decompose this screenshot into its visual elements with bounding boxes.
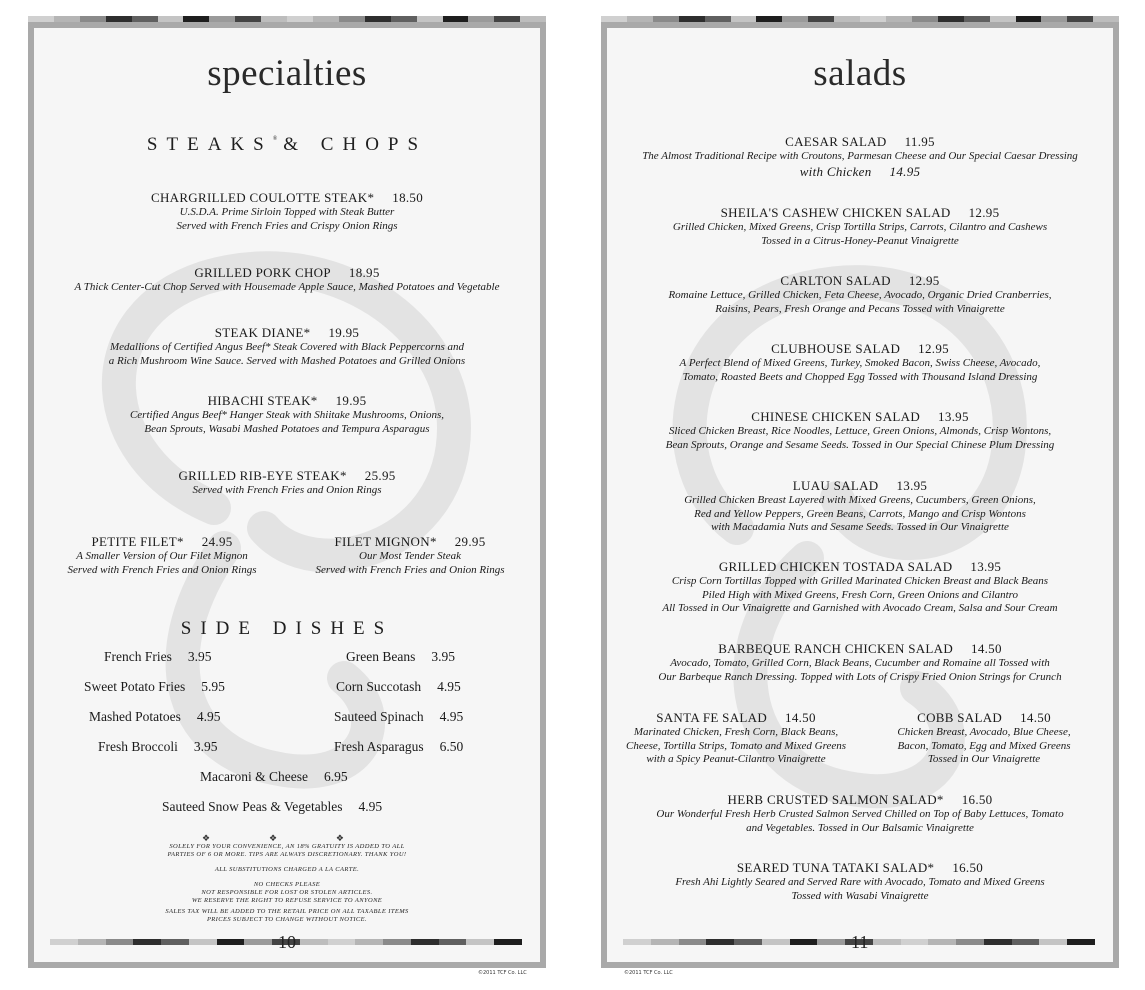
- band-segment: [468, 16, 494, 22]
- item-price: 25.95: [364, 468, 396, 483]
- band-segment: [466, 939, 494, 945]
- band-segment: [956, 939, 984, 945]
- band-segment: [653, 16, 679, 22]
- item-description: Avocado, Tomato, Grilled Corn, Black Beans, Cucumber and Romaine all Tossed with: [670, 657, 1050, 669]
- item-title-line: [607, 134, 1113, 150]
- item-description: Tossed in a Citrus-Honey-Peanut Vinaigrette: [761, 234, 959, 247]
- item-description: Grilled Chicken Breast Layered with Mixed Greens, Cucumbers, Green Onions,: [684, 494, 1036, 506]
- menu-item: [607, 341, 1113, 384]
- item-name: STEAK DIANE*: [214, 325, 311, 340]
- item-title-line: [607, 792, 1113, 808]
- band-segment: [1041, 16, 1067, 22]
- band-segment: [834, 16, 860, 22]
- item-title-line: [42, 534, 282, 550]
- item-price: 18.50: [392, 190, 424, 205]
- side-dish-name: Sauteed Snow Peas & Vegetables: [162, 799, 343, 814]
- item-description: Medallions of Certified Angus Beef* Steak Covered with Black Peppercorns and: [110, 341, 464, 353]
- top-color-band: [601, 16, 1119, 22]
- item-title-line: [607, 559, 1113, 575]
- menu-item: [34, 393, 540, 436]
- item-title-line: [34, 468, 540, 484]
- band-segment: [161, 939, 189, 945]
- item-description: Piled High with Mixed Greens, Fresh Corn, Green Onions and Cilantro: [701, 588, 1019, 601]
- item-price: 11.95: [904, 134, 935, 149]
- item-price: 14.50: [1020, 710, 1051, 725]
- item-description: Chicken Breast, Avocado, Blue Cheese,: [897, 726, 1071, 738]
- band-segment: [217, 939, 245, 945]
- item-name: CAESAR SALAD: [785, 134, 887, 149]
- page-title: salads: [813, 53, 907, 94]
- item-description: A Thick Center-Cut Chop Served with Housemade Apple Sauce, Mashed Potatoes and Vegetable: [74, 281, 500, 293]
- item-title-line: [607, 205, 1113, 221]
- band-segment: [860, 16, 886, 22]
- band-segment: [411, 939, 439, 945]
- menu-page-specialties: [28, 22, 546, 968]
- menu-item: [607, 134, 1113, 180]
- item-price: 13.95: [938, 409, 969, 424]
- band-segment: [873, 939, 901, 945]
- item-title-line: [34, 325, 540, 341]
- top-color-band: [28, 16, 546, 22]
- fine-print-line: NO CHECKS PLEASE: [253, 881, 321, 888]
- item-title-line: [607, 341, 1113, 357]
- menu-item: [607, 860, 1113, 903]
- item-title-line: [607, 478, 1113, 494]
- item-name: HIBACHI STEAK*: [207, 393, 318, 408]
- menu-item: [34, 190, 540, 233]
- page-paper: [607, 28, 1113, 962]
- side-dish-price: 6.50: [439, 739, 464, 754]
- band-segment: [313, 16, 339, 22]
- item-description: a Rich Mushroom Wine Sauce. Served with Mashed Potatoes and Grilled Onions: [108, 354, 466, 367]
- item-title-line: [290, 534, 530, 550]
- side-dish-name: Green Beans: [346, 649, 416, 664]
- band-segment: [731, 16, 757, 22]
- item-price: 16.50: [952, 860, 984, 875]
- item-description: The Almost Traditional Recipe with Croutons, Parmesan Cheese and Our Special Caesar Dressing: [642, 150, 1078, 162]
- band-segment: [627, 16, 653, 22]
- item-name: FILET MIGNON*: [334, 534, 437, 549]
- item-description: with Macadamia Nuts and Sesame Seeds. Tossed in Our Vinaigrette: [711, 521, 1009, 533]
- band-segment: [78, 939, 106, 945]
- band-segment: [756, 16, 782, 22]
- item-name: BARBEQUE RANCH CHICKEN SALAD: [718, 641, 954, 656]
- item-description: Sliced Chicken Breast, Rice Noodles, Lettuce, Green Onions, Almonds, Crisp Wontons,: [668, 425, 1052, 437]
- band-segment: [886, 16, 912, 22]
- item-name: SHEILA'S CASHEW CHICKEN SALAD: [720, 205, 951, 220]
- item-description: Red and Yellow Peppers, Green Beans, Carrots, Mango and Crisp Wontons: [694, 507, 1026, 520]
- band-segment: [133, 939, 161, 945]
- side-dish-price: 4.95: [196, 709, 221, 724]
- item-title-line: [34, 265, 540, 281]
- band-segment: [261, 16, 287, 22]
- item-description: Grilled Chicken, Mixed Greens, Crisp Tortilla Strips, Carrots, Cilantro and Cashews: [672, 221, 1048, 233]
- item-price: 13.95: [970, 559, 1002, 574]
- item-description: Bacon, Tomato, Egg and Mixed Greens: [897, 739, 1071, 752]
- addon-price: 14.95: [889, 163, 921, 179]
- band-segment: [158, 16, 184, 22]
- item-name: HERB CRUSTED SALMON SALAD*: [727, 792, 944, 807]
- band-segment: [651, 939, 679, 945]
- item-description: Marinated Chicken, Fresh Corn, Black Beans,: [633, 726, 839, 738]
- side-dish-price: 4.95: [437, 679, 461, 694]
- item-title-line: [607, 273, 1113, 289]
- side-dish-price: 4.95: [439, 709, 464, 724]
- fine-print-line: ALL SUBSTITUTIONS CHARGED A LA CARTE.: [214, 866, 360, 873]
- item-description: All Tossed in Our Vinaigrette and Garnished with Avocado Cream, Salsa and Sour Cream: [662, 602, 1058, 614]
- band-segment: [928, 939, 956, 945]
- item-description: Our Most Tender Steak: [359, 550, 461, 562]
- item-name: CLUBHOUSE SALAD: [771, 341, 901, 356]
- fine-print-line: SOLELY FOR YOUR CONVENIENCE, AN 18% GRATUITY IS ADDED TO ALL: [169, 843, 405, 850]
- item-description: and Vegetables. Tossed in Our Balsamic Vinaigrette: [746, 821, 974, 834]
- item-name: GRILLED RIB-EYE STEAK*: [178, 468, 347, 483]
- item-price: 12.95: [968, 205, 1000, 220]
- side-dish-price: 5.95: [201, 679, 225, 694]
- item-price: 18.95: [348, 265, 380, 280]
- band-segment: [244, 939, 272, 945]
- registered-mark: ®: [272, 136, 278, 142]
- item-title-line: [859, 710, 1109, 726]
- band-segment: [679, 16, 705, 22]
- side-dish-price: 6.95: [323, 769, 348, 784]
- band-segment: [339, 16, 365, 22]
- menu-item: [290, 534, 530, 577]
- item-description: Certified Angus Beef* Hanger Steak with Shiitake Mushrooms, Onions,: [129, 409, 445, 421]
- menu-item: [607, 559, 1113, 616]
- band-segment: [235, 16, 261, 22]
- item-description: Tomato, Roasted Beets and Chopped Egg Tossed with Thousand Island Dressing: [682, 370, 1038, 383]
- side-dish: [200, 769, 348, 785]
- band-segment: [782, 16, 808, 22]
- band-segment: [520, 16, 546, 22]
- item-description: Tossed in Our Vinaigrette: [927, 753, 1041, 765]
- menu-item: [42, 534, 282, 577]
- band-segment: [365, 16, 391, 22]
- item-description: U.S.D.A. Prime Sirloin Topped with Steak Butter: [179, 206, 395, 218]
- band-segment: [439, 939, 467, 945]
- side-dish: [336, 679, 461, 695]
- side-dish: [84, 679, 225, 695]
- band-segment: [808, 16, 834, 22]
- item-name: PETITE FILET*: [91, 534, 184, 549]
- band-segment: [762, 939, 790, 945]
- menu-item: [607, 641, 1113, 684]
- band-segment: [984, 939, 1012, 945]
- band-segment: [705, 16, 731, 22]
- band-segment: [106, 16, 132, 22]
- item-addon-line: [607, 164, 1113, 180]
- page-paper: [34, 28, 540, 962]
- band-segment: [355, 939, 383, 945]
- item-description: A Perfect Blend of Mixed Greens, Turkey, Smoked Bacon, Swiss Cheese, Avocado,: [679, 357, 1041, 369]
- item-price: 24.95: [201, 534, 233, 549]
- band-segment: [1067, 939, 1095, 945]
- side-dish-name: Fresh Asparagus: [334, 739, 424, 754]
- item-description: Cheese, Tortilla Strips, Tomato and Mixed Greens: [625, 739, 846, 752]
- band-segment: [494, 16, 520, 22]
- item-description: Served with French Fries and Crispy Onion Rings: [176, 219, 398, 232]
- item-description: Bean Sprouts, Orange and Sesame Seeds. Tossed in Our Special Chinese Plum Dressing: [665, 438, 1055, 451]
- menu-item: [34, 325, 540, 368]
- fine-print-line: NOT RESPONSIBLE FOR LOST OR STOLEN ARTICLES.: [201, 889, 373, 896]
- copyright-left: ©2011 TCF Co. LLC: [478, 970, 527, 976]
- item-price: 14.50: [785, 710, 816, 725]
- menu-item: [34, 265, 540, 295]
- band-segment: [901, 939, 929, 945]
- band-segment: [494, 939, 522, 945]
- item-name: LUAU SALAD: [792, 478, 879, 493]
- item-title-line: [34, 393, 540, 409]
- band-segment: [964, 16, 990, 22]
- side-dish-price: 3.95: [187, 649, 212, 664]
- band-segment: [1067, 16, 1093, 22]
- steaks-heading-word: STEAKS: [146, 134, 273, 155]
- band-segment: [391, 16, 417, 22]
- page-title: specialties: [207, 53, 367, 94]
- band-segment: [679, 939, 707, 945]
- side-dish-price: 3.95: [193, 739, 218, 754]
- item-title-line: [607, 409, 1113, 425]
- fine-print-line: WE RESERVE THE RIGHT TO REFUSE SERVICE TO ANYONE: [191, 897, 383, 904]
- side-dish-name: Fresh Broccoli: [98, 739, 178, 754]
- side-dish: [346, 649, 455, 665]
- side-dishes-heading: SIDE DISHES: [180, 618, 394, 639]
- item-description: Fresh Ahi Lightly Seared and Served Rare with Avocado, Tomato and Mixed Greens: [675, 876, 1045, 888]
- band-segment: [912, 16, 938, 22]
- side-dish-name: Mashed Potatoes: [89, 709, 181, 724]
- chops-heading-word: & CHOPS: [283, 134, 428, 155]
- side-dish: [89, 709, 221, 725]
- menu-page-salads: [601, 22, 1119, 968]
- side-dish-name: Macaroni & Cheese: [200, 769, 308, 784]
- side-dish-name: Sauteed Spinach: [334, 709, 424, 724]
- band-segment: [328, 939, 356, 945]
- band-segment: [209, 16, 235, 22]
- band-segment: [132, 16, 158, 22]
- band-segment: [189, 939, 217, 945]
- steaks-chops-heading: [34, 134, 540, 156]
- fine-print-line: PARTIES OF 6 OR MORE. TIPS ARE ALWAYS DISCRETIONARY. THANK YOU!: [167, 851, 407, 858]
- side-dish-name: Corn Succotash: [336, 679, 422, 694]
- menu-item: [607, 409, 1113, 452]
- band-segment: [54, 16, 80, 22]
- band-segment: [1039, 939, 1067, 945]
- band-segment: [287, 16, 313, 22]
- page-number: 11: [851, 932, 869, 952]
- item-description: Tossed with Wasabi Vinaigrette: [791, 889, 929, 902]
- band-segment: [300, 939, 328, 945]
- side-dish: [104, 649, 212, 665]
- item-price: 16.50: [961, 792, 993, 807]
- item-description: Our Wonderful Fresh Herb Crusted Salmon Served Chilled on Top of Baby Lettuces, Tomato: [656, 808, 1064, 820]
- item-name: CARLTON SALAD: [780, 273, 891, 288]
- band-segment: [817, 939, 845, 945]
- band-segment: [183, 16, 209, 22]
- item-price: 12.95: [918, 341, 949, 356]
- menu-item: [859, 710, 1109, 767]
- menu-item: [34, 468, 540, 498]
- menu-item: [607, 273, 1113, 316]
- item-title-line: [607, 641, 1113, 657]
- item-description: Our Barbeque Ranch Dressing. Topped with Lots of Crispy Fried Onion Strings for Crunch: [658, 670, 1062, 683]
- item-name: GRILLED CHICKEN TOSTADA SALAD: [718, 559, 953, 574]
- side-dish-price: 3.95: [431, 649, 455, 664]
- fine-print-line: PRICES SUBJECT TO CHANGE WITHOUT NOTICE.: [206, 916, 368, 923]
- item-description: Served with French Fries and Onion Rings: [192, 484, 382, 496]
- side-dish: [334, 739, 463, 755]
- band-segment: [383, 939, 411, 945]
- item-name: SEARED TUNA TATAKI SALAD*: [736, 860, 935, 875]
- item-price: 29.95: [454, 534, 486, 549]
- item-description: Served with French Fries and Onion Rings: [67, 563, 257, 576]
- band-segment: [706, 939, 734, 945]
- menu-item: [607, 792, 1113, 835]
- item-description: Romaine Lettuce, Grilled Chicken, Feta Cheese, Avocado, Organic Dried Cranberries,: [668, 289, 1052, 301]
- item-name: CHINESE CHICKEN SALAD: [751, 409, 921, 424]
- page-number: 10: [278, 932, 296, 952]
- side-dish: [98, 739, 218, 755]
- side-dish-name: Sweet Potato Fries: [84, 679, 186, 694]
- item-description: with a Spicy Peanut-Cilantro Vinaigrette: [646, 753, 826, 765]
- ornament-divider: ❖ ❖ ❖: [202, 834, 372, 844]
- item-title-line: [607, 710, 865, 726]
- item-price: 12.95: [908, 273, 940, 288]
- item-description: Raisins, Pears, Fresh Orange and Pecans Tossed with Vinaigrette: [715, 302, 1005, 315]
- band-segment: [601, 16, 627, 22]
- band-segment: [1093, 16, 1119, 22]
- item-price: 19.95: [335, 393, 367, 408]
- item-title-line: [34, 190, 540, 206]
- band-segment: [106, 939, 134, 945]
- band-segment: [28, 16, 54, 22]
- band-segment: [990, 16, 1016, 22]
- band-segment: [734, 939, 762, 945]
- item-price: 13.95: [896, 478, 928, 493]
- side-dish-price: 4.95: [358, 799, 383, 814]
- side-dish: [334, 709, 463, 725]
- band-segment: [417, 16, 443, 22]
- item-description: Bean Sprouts, Wasabi Mashed Potatoes and Tempura Asparagus: [144, 422, 430, 435]
- band-segment: [1012, 939, 1040, 945]
- menu-item: [607, 478, 1113, 535]
- item-name: GRILLED PORK CHOP: [194, 265, 331, 280]
- item-description: A Smaller Version of Our Filet Mignon: [76, 550, 248, 562]
- item-title-line: [607, 860, 1113, 876]
- item-description: Crisp Corn Tortillas Topped with Grilled Marinated Chicken Breast and Black Beans: [671, 575, 1049, 587]
- side-dish-name: French Fries: [104, 649, 172, 664]
- item-name: COBB SALAD: [917, 710, 1003, 725]
- side-dish: [162, 799, 382, 815]
- band-segment: [50, 939, 78, 945]
- item-price: 19.95: [328, 325, 360, 340]
- addon-label: with Chicken: [799, 163, 872, 179]
- fine-print-line: SALES TAX WILL BE ADDED TO THE RETAIL PRICE ON ALL TAXABLE ITEMS: [165, 908, 409, 915]
- item-name: SANTA FE SALAD: [656, 710, 768, 725]
- menu-item: [607, 205, 1113, 248]
- band-segment: [1016, 16, 1042, 22]
- item-description: Served with French Fries and Onion Rings: [315, 563, 505, 576]
- band-segment: [938, 16, 964, 22]
- band-segment: [790, 939, 818, 945]
- copyright-right: ©2011 TCF Co. LLC: [624, 970, 673, 976]
- item-name: CHARGRILLED COULOTTE STEAK*: [150, 190, 375, 205]
- item-price: 14.50: [971, 641, 1002, 656]
- band-segment: [80, 16, 106, 22]
- band-segment: [443, 16, 469, 22]
- band-segment: [623, 939, 651, 945]
- menu-item: [607, 710, 865, 767]
